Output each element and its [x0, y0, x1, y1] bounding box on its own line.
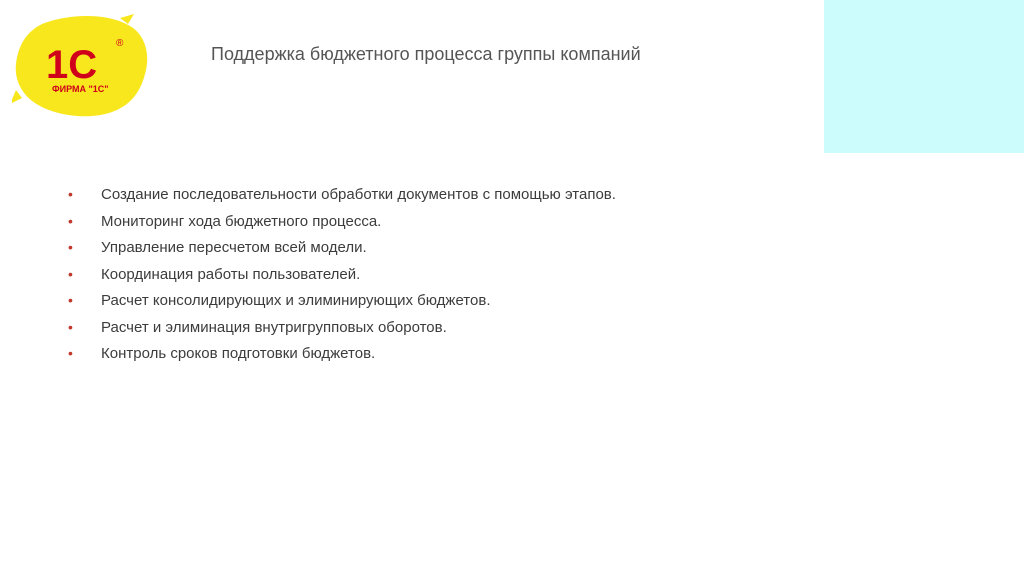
list-item-text: Управление пересчетом всей модели. [101, 239, 367, 256]
bullet-icon: • [68, 265, 73, 282]
list-item-text: Расчет консолидирующих и элиминирующих бюджетов. [101, 292, 491, 309]
list-item-text: Мониторинг хода бюджетного процесса. [101, 212, 382, 230]
list-item [68, 341, 616, 368]
company-logo [12, 12, 152, 122]
list-item [68, 315, 616, 342]
logo-registered-mark: ® [116, 38, 124, 49]
bullet-list [68, 182, 616, 368]
bullet-icon: • [68, 345, 73, 361]
list-item-text: Контроль сроков подготовки бюджетов. [101, 345, 376, 362]
logo-company-name: ФИРМА "1С" [52, 84, 109, 94]
bullet-icon: • [68, 318, 73, 335]
list-item [68, 262, 616, 289]
logo-graphic [12, 12, 152, 122]
logo-mark: 1С [46, 43, 98, 87]
bullet-icon: • [68, 239, 73, 255]
list-item-text: Координация работы пользователей. [101, 265, 361, 283]
list-item [68, 182, 616, 209]
bullet-icon: • [68, 292, 73, 308]
list-item [68, 288, 616, 315]
list-item [68, 235, 616, 262]
slide-title: Поддержка бюджетного процесса группы компаний [211, 44, 641, 64]
corner-accent-panel [824, 0, 1024, 153]
list-item [68, 209, 616, 236]
bullet-icon: • [68, 186, 73, 202]
list-item-text: Создание последовательности обработки документов с помощью этапов. [101, 186, 616, 203]
list-item-text: Расчет и элиминация внутригрупповых оборотов. [101, 318, 447, 336]
bullet-icon: • [68, 212, 73, 229]
